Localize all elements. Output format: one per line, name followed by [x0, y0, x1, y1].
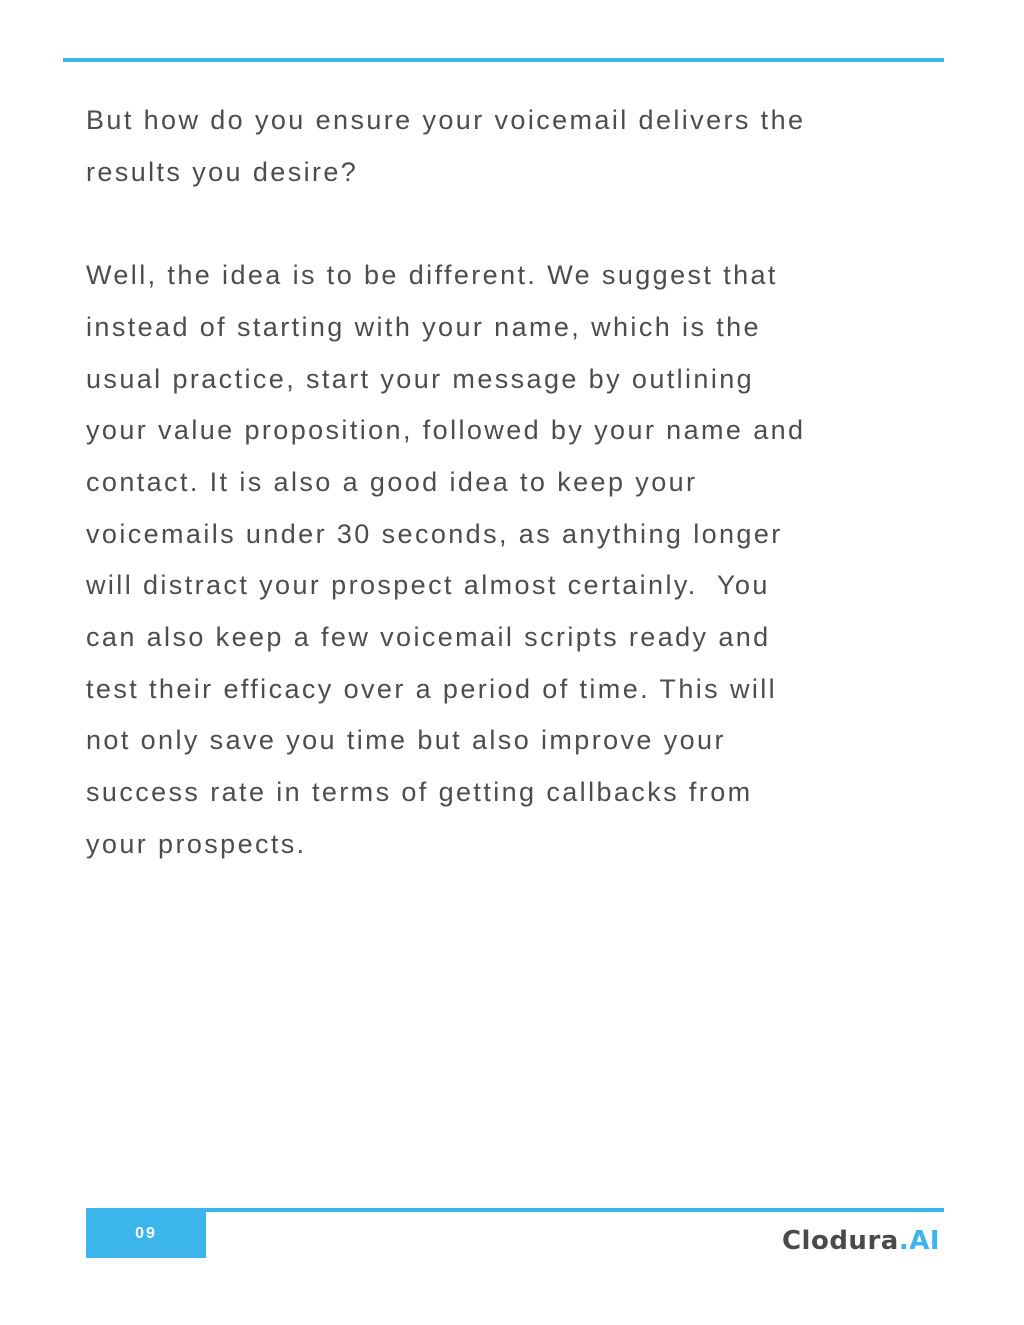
text-line: success rate in terms of getting callbacks from — [86, 777, 753, 808]
text-line: results you desire? — [86, 156, 359, 187]
logo-suffix: AI — [909, 1226, 940, 1256]
paragraph-gap — [86, 198, 946, 250]
text-line: contact. It is also a good idea to keep your — [86, 466, 698, 497]
text-line: test their efficacy over a period of time. This will — [86, 673, 778, 704]
brand-logo — [782, 1226, 940, 1256]
body-text — [86, 95, 946, 871]
top-divider — [63, 58, 944, 62]
page-number: 09 — [135, 1225, 157, 1242]
text-line: your value proposition, followed by your name and — [86, 415, 806, 446]
text-line: Well, the idea is to be different. We suggest that — [86, 260, 778, 291]
text-line: voicemails under 30 seconds, as anything longer — [86, 518, 783, 549]
logo-dot: . — [898, 1226, 910, 1256]
text-line: can also keep a few voicemail scripts ready and — [86, 622, 771, 653]
page-number-badge — [86, 1210, 206, 1258]
footer-divider — [86, 1208, 944, 1212]
text-line: instead of starting with your name, which is the — [86, 311, 761, 342]
text-line: not only save you time but also improve your — [86, 725, 726, 756]
logo-wordmark: Clodura — [781, 1226, 899, 1256]
text-line: usual practice, start your message by outlining — [86, 363, 755, 394]
text-line: will distract your prospect almost certainly. You — [86, 570, 770, 601]
text-line: But how do you ensure your voicemail delivers the — [86, 105, 806, 135]
text-line: your prospects. — [86, 828, 307, 859]
